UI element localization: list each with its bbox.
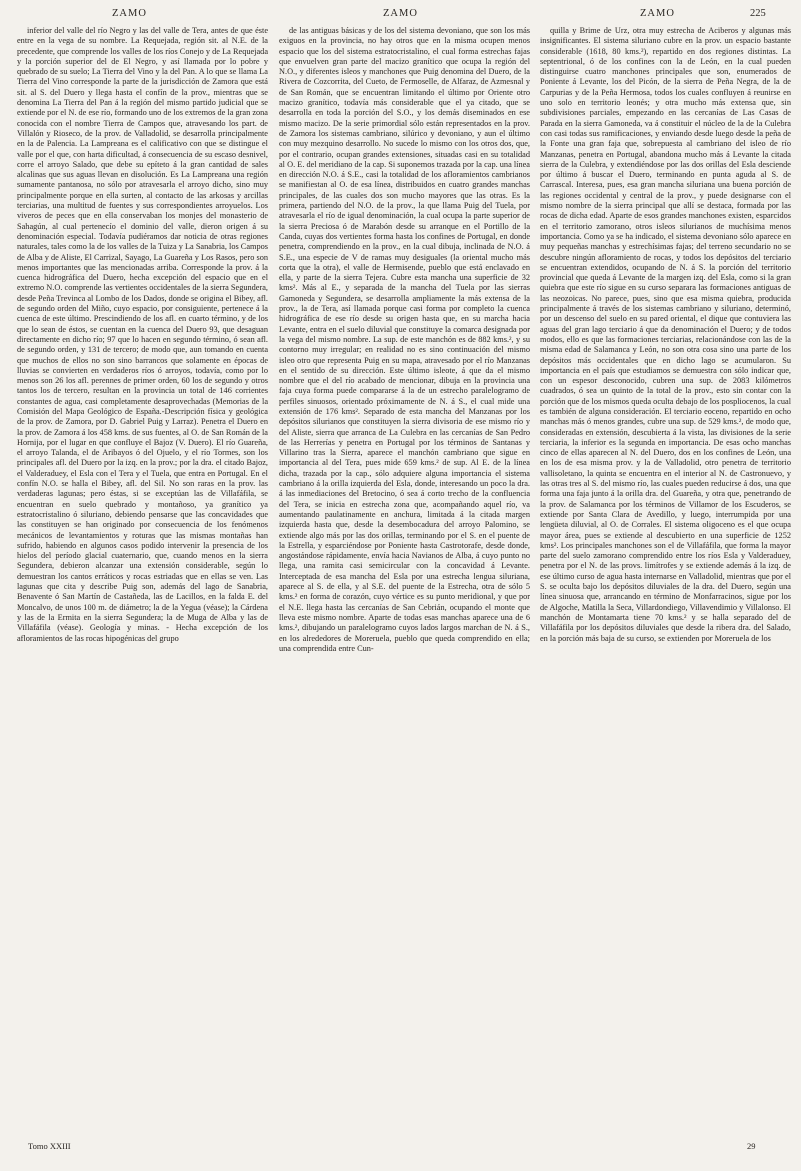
column-3-text: quilla y Brime de Urz, otra muy estrecha de Aciberos y algunas más insignificantes. El sistema siluriano cubre en la prov. un espacio bastante considerable (1618, 80 kms.²), repartido en dos regiones distintas. La septentrional, ó de los confines con la de León, en la cual pueden distinguirse cuatro manchones principales que son, enumerados de Poniente á Levante, los del Picón, de la sierra de Peña Negra, de la de Carpurias y de la Peña Hermosa, todos los cuales confluyen á reunirse en uno solo en territorio leonés; y otra mucho más extensa que, sin subdivisiones parciales, empezando en las cercanías de Las Casas de Parada en la sierra Gamoneda, va á constituir el núcleo de la de la Culebra con casi todas sus ramificaciones, y enviando desde luego desde la peña de la Fonte una gran faja que, sobrepuesta al cambriano del isleo de río Manzanas, penetra en Portugal, abandona mucho más á Levante la citada sierra de la Culebra, y extendiéndose por las dos orillas del Esla desciende por último á buscar el Duero, terminando en punta aguda al S. de Carrascal. Interesa, pues, esa gran mancha siluriana una buena porción de las regiones occidental y central de la prov., y puede designarse con el mismo nombre de la sierra principal que allí se destaca, formada por las rocas de dicha edad. Aparte de esos grandes manchones existen, esparcidos en el territorio zamorano, otros isleos silurianos de muchísima menos importancia. Como ya se ha indicado, el sistema devoniano sólo aparece en muy pequeñas manchas y estrechísimas fajas; del terreno secundario no se descubre ningún afloramiento de rocas, y todos los depósitos del terciario se encuentran extendidos, ocupando de N. á S. la porción del territorio provincial que queda á Levante de la margen izq. del Esla, como si la gran quiebra que este río sigue en su curso separara las formaciones antiguas de las neozoicas. No parece, pues, sino que esa misma quiebra, producida principalmente á través de los sistemas cambriano y siluriano, determinó, por un descenso del suelo en su pared oriental, el dique que contuviera las aguas del gran lago terciario á que da denominación el Duero; y de todos modos, ello es que las formaciones terciarias, relacionándose con las de la misma edad de Salamanca y León, no son otra cosa sino una parte de los depósitos más occidentales que en dicho lago se acumularon. Su importancia en el país que estudiamos se demuestra con sólo indicar que, con un espesor desconocido, cubren una sup. de 2083 kilómetros cuadrados, ó sea un quinto de la total de la prov., esto sin contar con la porción que de los mismos queda oculta debajo de los pospliocenos, la cual es también de alguna consideración. El terciario eoceno, repartido en ocho manchas más ó menos grandes, cubre una sup. de 529 kms.², de modo que, consideradas en extensión, descubierta á la vista, las divisiones de la serie terciaria, la inferior es la segunda en importancia. De esas ocho manchas cinco de ellas aparecen al N. del Duero, dos en los confines de León, una en los de esa misma prov. y la de Valladolid, otro penetra de territorio vallisoletano, la quinta se encuentra en el interior al N. de Castronuevo, y las otras tres al S. del mismo río, las cuales pueden reducirse á dos, una que forma una faja junto á la orilla dra. del Guareña, y otra que, penetrando de la prov. de Salamanca por los términos de Villamor de los Escuderos, se extiende por Santa Clara de Avedillo, y luego, interrumpida por una lengüeta diluvial, al O. de Corrales. El sistema oligoceno es el que ocupa mayor área, pues se extiende al descubierto en una superficie de 1252 kms². Los principales manchones son el de Villafáfila, que forma la mayor parte del suelo zamorano comprendido entre los ríos Esla y Valderaduey, penetra por el N. de las provs. limítrofes y se extiende además á la izq. de ese último curso de agua hasta internarse en Valladolid, mientras que por el S. se oculta bajo los depósitos diluviales de la dra. del Duero, según una línea sinuosa que, arrancando en término de Monfarracinos, sigue por los de Algoche, Matilla la Seca, Villardondiego, Villavendimio y Villalonso. El manchón de Montamarta tiene 70 kms.² y se halla separado del de Villafáfila por los depósitos diluviales que desde la ribera dra. del Salado, en la porción más baja de su curso, se extienden por Moreruela de los bbox=[540, 26, 791, 643]
running-head-center: ZAMO bbox=[383, 8, 418, 19]
column-2-text: de las antiguas básicas y de los del sistema devoniano, que son los más exiguos en la provincia, no hay otros que en la misma ocupen menos espacio que los del sistema estratocristalino, el cual forma estrechas fajas que envuelven gran parte del macizo granítico que ocupa la región del N.O., y diferentes isleos y manchones que Puig denomina del Duero, de la Rivera de Cozcorrita, del Cueto, de Fermoselle, de Alfaraz, de Azmesnal y de San Román, que se encuentran limitando el último por Oriente otro macizo granítico, todavía más considerable que el ya citado, que se desarrolla en toda la porción del S.O., y los demás diseminados en ese mismo macizo. De la serie primordial sólo están representados en la prov. de Zamora los sistemas cambriano, silúrico y devoniano, y aun el último con muy mezquino desarrollo. No sucede lo mismo con los otros dos, que, por el contrario, ocupan grandes extensiones, situadas casi en su totalidad al O. E. del meridiano de la cap. Si suponemos trazada por la cap. una línea en dirección N.O. á S.E., casi la totalidad de los afloramientos cambrianos se manifiestan al O. de esa línea, distribuidos en cuatro grandes manchas principales, de las cuales dos son mucho mayores que las otras. Es la primera, partiendo del N.O. de la prov., la que llama Puig del Tuela, por atravesarla el río de igual denominación, la cual ocupa la parte superior de la sierra Preciosa ó de Marabón desde su arranque en el Portillo de la Canda, cuyas dos vertientes forma hasta los confines de Portugal, en donde penetra, comprendiendo en la prov., en la cual dibuja, inclinada de N.O. á S.E., una especie de V de ramas muy desiguales (la oriental mucho más corta que la otra), el valle de Hermisende, pueblo que está enclavado en ella, y parte de la sierra Tejera. Cubre esta mancha una superficie de 32 kms². Más al E., y separada de la mancha del Tuela por las sierras Gamoneda y Segundera, se desarrolla ampliamente la más extensa de la prov., la de Tera, así llamada porque casi forma por completo la cuenca hidrográfica de ese río desde su origen hasta que, en su marcha hacia Levante, entra en el suelo diluvial que constituye la comarca designada por la vega del mismo nombre. La sup. de este manchón es de 882 kms.², y su contorno muy irregular; en realidad no es sino continuación del mismo isleo otro que representa Puig en su mapa, atravesado por el río Manzanas en el sentido de su dirección. Este último isleote, á que da el mismo nombre que el del río acabado de mencionar, dibuja en la provincia una faja cuya forma puede compararse á la de un estrecho paralelogramo de perfiles sinuosos, orientado próximamente de N. á S., el cual mide una extensión de 176 kms². Separado de esta mancha del Manzanas por los depósitos silurianos que constituyen la sierra divisoria de ese mismo río y del Aliste, sierra que arranca de La Culebra en las cercanías de San Pedro de las Herrerías y penetra en Portugal por los términos de Santanas y Villarino tras la Sierra, aparece el manchón cambriano que sigue en importancia al del Tera, pues mide 659 kms.² de sup. Al E. de la línea dicha, trazada por la cap., sólo adquiere alguna importancia el sistema cambriano á la orilla izquierda del Esla, donde, interesando un poco la dra. á las inmediaciones del Bretocino, ó sea á corto trecho de la confluencia del Tera, se inicia en estrecha zona que, acompañando aquel río, va aumentando paulatinamente en anchura, limitada á la citada margen izquierda hasta que, desde la desembocadura del arroyo Palomino, se extiende algo más por las dos orillas, terminando por el S. en el puente de la Estrella, y esparciéndose por Poniente hasta Castrotorafe, desde donde, angostándose rápidamente, envía hacia Navianos de Alba, á cuyo punto no llega, una ramita casi semicircular con la concavidad á Levante. Interceptada de esa mancha del Esla por una estrecha lengua siluriana, aparece al S. de ella, y al S.E. del puente de la Estrecha, otra de sólo 5 kms.² en forma de corazón, cuyo vértice es su punto meridional, y que por el N.E. llega hasta las cercanías de San Cebrián, ocupando el monte que lleva este mismo nombre. Aparte de todas esas manchas aparece una de 6 kms.², dibujando un paralelogramo cuyos lados largos marchan de N. á S., en los alrededores de Moreruela, pueblo que queda comprendido en ella; una comprendida entre Cun- bbox=[279, 26, 530, 653]
text-column-1 bbox=[17, 26, 268, 1138]
running-head-left: ZAMO bbox=[112, 8, 147, 19]
signature-mark: 29 bbox=[747, 1141, 756, 1151]
volume-footer: Tomo XXIII bbox=[28, 1141, 71, 1151]
running-header bbox=[0, 8, 801, 24]
text-column-3 bbox=[540, 26, 791, 1138]
text-column-2 bbox=[279, 26, 530, 1138]
running-head-right: ZAMO bbox=[640, 8, 675, 19]
column-1-text: inferior del valle del río Negro y las del valle de Tera, antes de que éste entre en la vega de su nombre. La Requejada, región sit. al N.E. de la precedente, que comprende los valles de los ríos Conejo y de La Requejada y la porción superior del de El Negro, y así llamada por lo pobre y quebrado de su suelo; La Tierra del Vino y la del Pan. A lo que se llama La Tierra del Vino corresponde la parte de la jurisdicción de Zamora que está sit. al S. del Duero y llega hasta el confín de la prov., mientras que se denomina La Tierra del Pan á la región del mismo partido judicial que se extiende por el N. de ese río, formando uno de los extremos de la gran zona conocida con el nombre Tierra de Campos que, atravesando los part. de Villalón y Rioseco, de la prov. de Valladolid, se desarrolla principalmente en la de Palencia. La Lampreana es el calificativo con que se distingue el valle por el que, con harta dificultad, á consecuencia de su escaso desnivel, corre el arroyo Salado, que debe su epíteto á la gran cantidad de sales alcalinas que sus aguas llevan en disolución. Es La Lampreana una región sumamente pantanosa, no sólo por atravesarla el arroyo dicho, sino muy principalmente porque en ella surten, al contacto de las arkosas y arcillas terciarias, una multitud de fuentes y sus correspondientes arroyuelos. Los viveros de peces que en ella conservaban los monjes del monasterio de Sahagún, al cual pertenecío el dominio del valle, dieron origen á su denominación especial. Todavía pudiéramos dar noticia de otras regiones naturales, tales como la de los valles de la Tuiza y La Sanabria, los Campos de Alba y de Aliste, El Carrizal, Sayago, La Guareña y Los Rasos, pero son menos importantes que las mencionadas arriba. Corresponde la prov. á la cuenca hidrográfica del Duero, hecha excepción del espacio que en el extremo N.O. comprende las vertientes occidentales de la sierra Segundera, desde Peña Trevinca al Lombo de los Dados, donde se origina el Bibey, afl. de segundo orden del Miño, cuyo espacio, por consiguiente, pertenece á la cuenca de este último. Prescindiendo de los afl. en cuarto término, y de los que lo sean de éstos, se cuentan en la cuenca del Duero 93, que desaguan directamente en dicho río; 97 que lo hacen en segundo término, ó sean afl. de segundo orden, y 131 de tercero; de modo que, aun tomando en cuenta que muchos de ellos no son sino barrancos que solamente en épocas de lluvias se convierten en verdaderos ríos ó arroyos, todavía, como por lo menos son 26 los afl. perennes de primer orden, 60 los de segundo y otros tantos los de tercero, resultan en la provincia un total de 146 corrientes constantes de agua, casi completamente desaprovechadas (Memorias de la Comisión del Mapa Geológico de España.-Descripción física y geológica de la prov. de Zamora, por D. Gabriel Puig y Larraz). Penetra el Duero en la prov. de Zamora á los 458 kms. de sus fuentes, al O. de San Román de la Hornija, por el lugar en que confluye el Bajoz (V. Duero). El río Guareña, el arroyo Talanda, el de Aribayos ó del Ojuelo, y el río Tormes, son los principales afl. del Duero por la izq. en la prov.; por la dra. el citado Bajoz, el Valderaduey, el Esla con el Tera y el Tuela, que entra en Portugal. En el confín N.O. se halla el Bibey, afl. del Sil. No son raras en la prov. las verdaderas lagunas; pero éstas, si se exceptúan las de Villafáfila, se encuentran en suelo quebrado y montañoso, ya granítico ya estratocristalino ó siluriano, debiendo pensarse que las concavidades que las constituyen se han originado por consecuencia de los fenómenos mecánicos de levantamientos y roturas que las mismas montañas han sufrido, habiendo en algunos casos podido intervenir la presencia de los hielos del período glacial cuaternario, que, cuando menos en la sierra Segundera, debieron alcanzar una extensión considerable, según lo demuestran los cantos erráticos y rocas estriadas que en ellas se ven. Las lagunas que cita y describe Puig son, además del lago de Sanabria, Benavente ó San Martín de Castañeda, las de Lacillos, en la falda E. del Moncalvo, de unos 100 m. de diámetro; la de la Yegua (véase); la Cárdena y las de la Ermita en la sierra Segundera; la de Muga de Alba y las de Villafáfila (véase). Geología y minas. - Hecha excepción de los afloramientos de las rocas hipogénicas del grupo bbox=[17, 26, 268, 643]
page-number: 225 bbox=[750, 8, 766, 19]
